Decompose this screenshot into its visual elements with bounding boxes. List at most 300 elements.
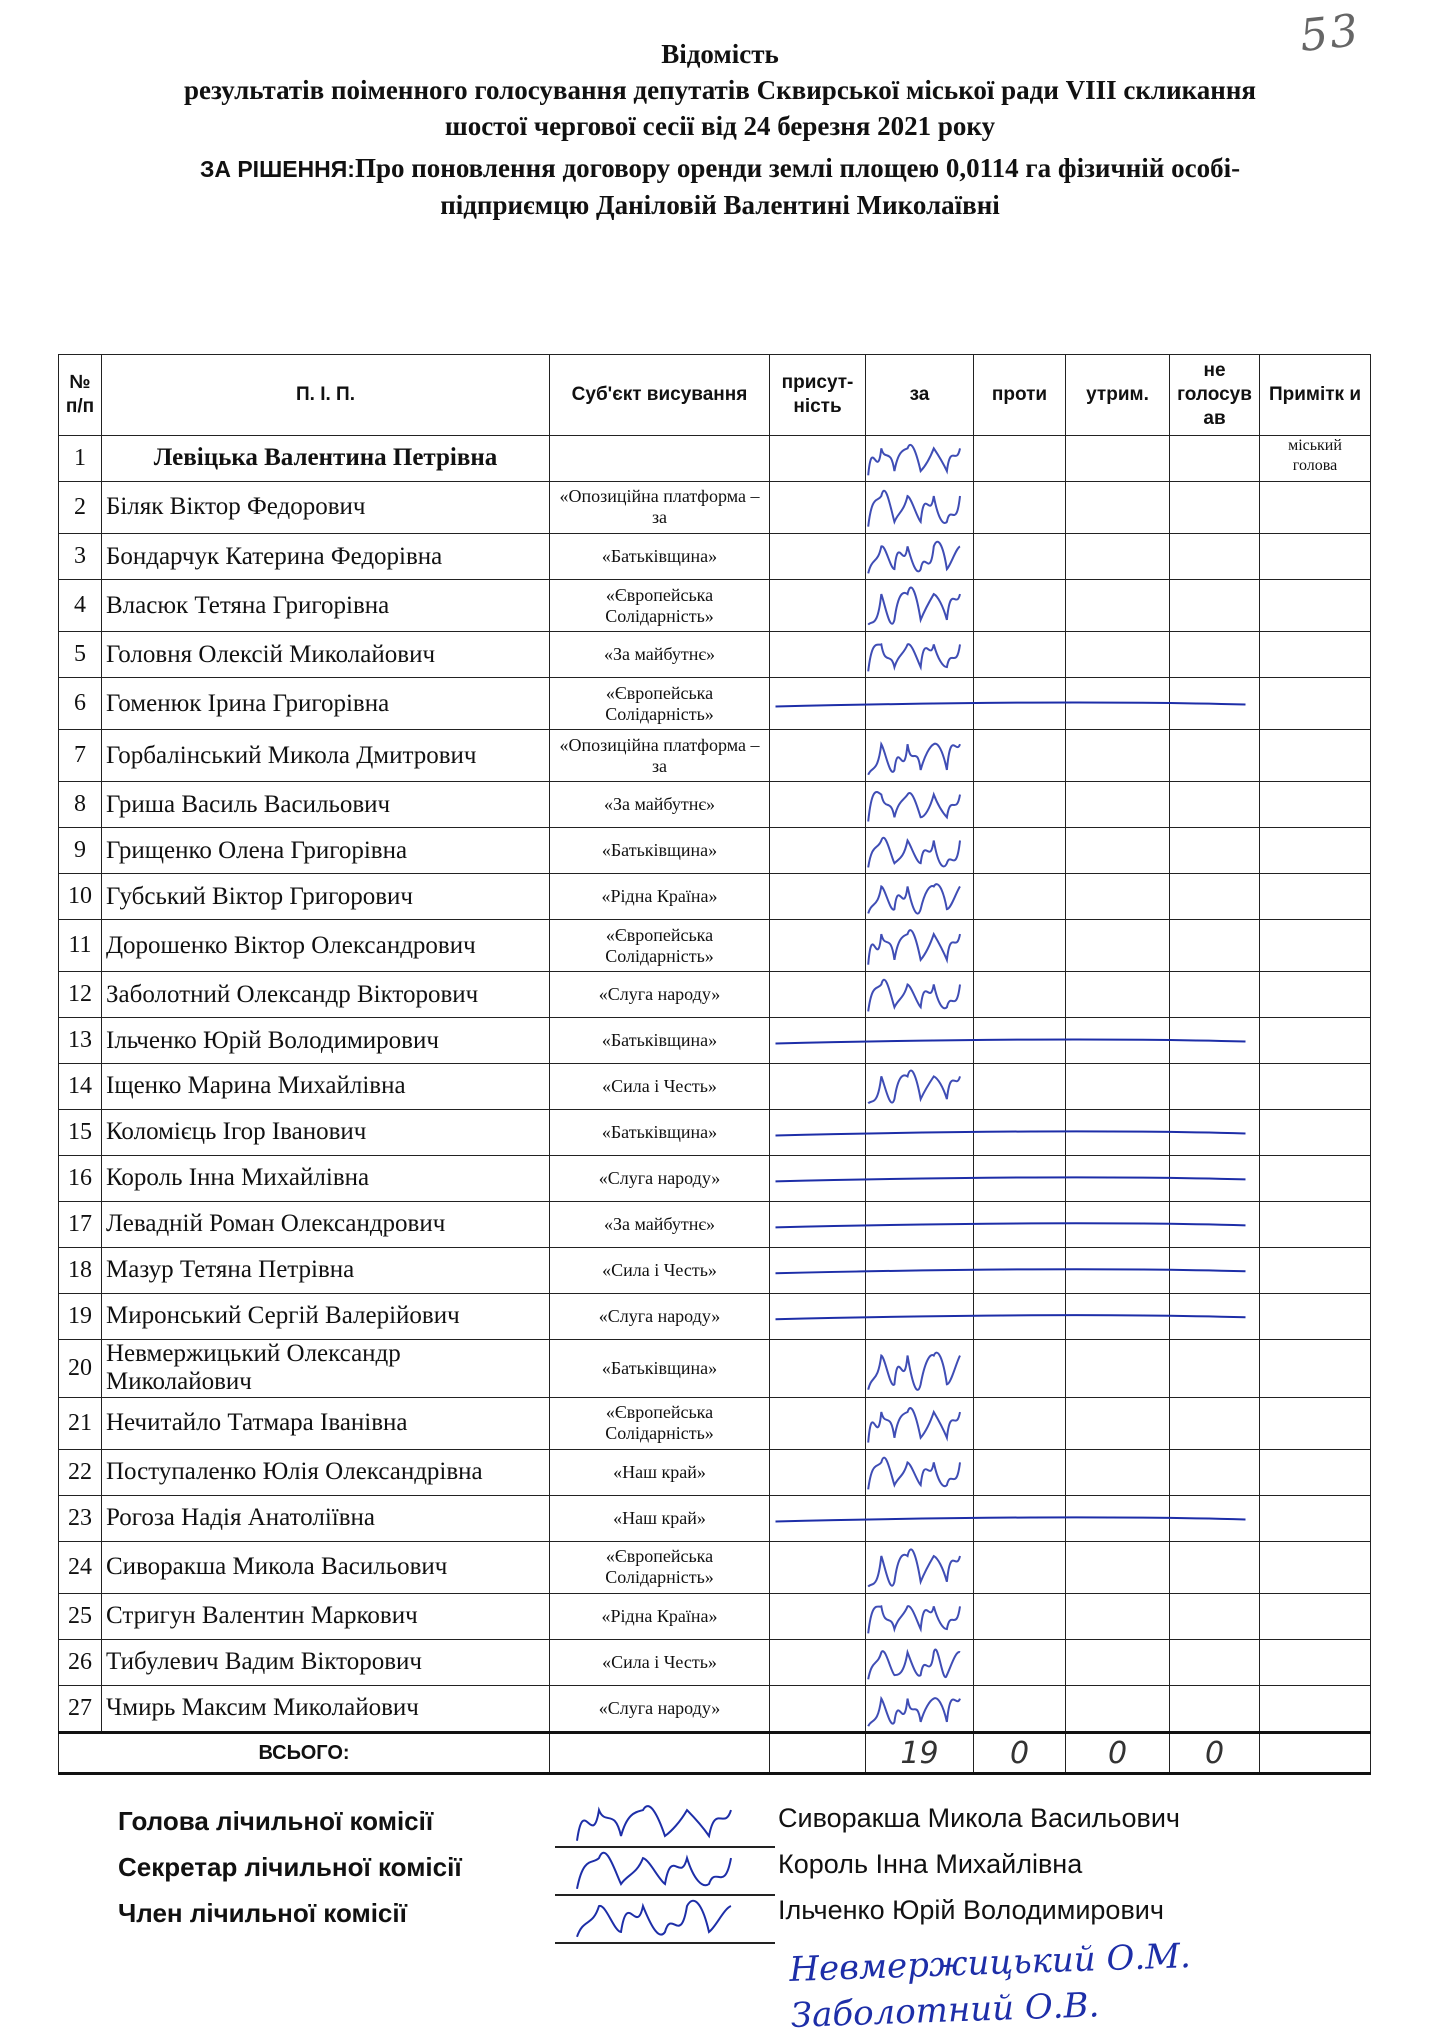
row-num: 24 [59,1541,102,1593]
vote-for-cell [866,1018,974,1064]
signature-line [555,1848,775,1896]
not-voted-cell [1170,828,1260,874]
col-header-present: присут-ність [770,355,866,436]
present-cell [770,481,866,533]
not-voted-cell [1170,782,1260,828]
table-row [59,874,1371,920]
vote-for-cell [866,1293,974,1339]
row-num: 15 [59,1109,102,1155]
row-num: 27 [59,1685,102,1732]
vote-against-cell [974,920,1066,972]
vote-against-cell [974,678,1066,730]
not-voted-cell [1170,1594,1260,1640]
present-cell [770,1155,866,1201]
table-row [59,579,1371,631]
row-num: 14 [59,1064,102,1110]
total-against: 0 [974,1733,1066,1774]
handwritten-name-2: Заболотний О.В. [790,1985,1100,2036]
deputy-name: Коломієць Ігор Іванович [102,1109,550,1155]
row-num: 2 [59,481,102,533]
present-cell [770,1594,866,1640]
note-cell [1260,678,1371,730]
party-cell: «Наш край» [550,1450,770,1496]
voting-table [58,354,1371,1775]
vote-abstain-cell [1066,678,1170,730]
total-note-cell [1260,1733,1371,1774]
party-cell: «Батьківщина» [550,828,770,874]
present-cell [770,1450,866,1496]
row-num: 9 [59,828,102,874]
table-row [59,1450,1371,1496]
table-row [59,1018,1371,1064]
vote-for-cell [866,828,974,874]
party-cell: «Батьківщина» [550,1109,770,1155]
handwritten-page-number: 53 [1297,5,1363,62]
present-cell [770,579,866,631]
vote-against-cell [974,481,1066,533]
row-num: 23 [59,1495,102,1541]
party-cell: «Слуга народу» [550,1293,770,1339]
row-num: 4 [59,579,102,631]
not-voted-cell [1170,1450,1260,1496]
vote-abstain-cell [1066,1247,1170,1293]
deputy-name: Миронський Сергій Валерійович [102,1293,550,1339]
vote-against-cell [974,436,1066,482]
vote-for-cell [866,1247,974,1293]
total-row [59,1733,1371,1774]
party-cell: «Європейська Солідарність» [550,920,770,972]
party-cell: «Батьківщина» [550,534,770,580]
present-cell [770,972,866,1018]
vote-for-cell [866,1109,974,1155]
vote-abstain-cell [1066,1064,1170,1110]
row-num: 7 [59,730,102,782]
not-voted-cell [1170,972,1260,1018]
deputy-name: Король Інна Михайлівна [102,1155,550,1201]
table-row [59,782,1371,828]
commission-signature-lines [555,1800,775,1944]
vote-abstain-cell [1066,1541,1170,1593]
not-voted-cell [1170,1018,1260,1064]
vote-abstain-cell [1066,1109,1170,1155]
not-voted-cell [1170,1639,1260,1685]
party-cell: «Європейська Солідарність» [550,579,770,631]
handwritten-names [789,1933,1194,2039]
party-cell: «Наш край» [550,1495,770,1541]
vote-against-cell [974,1018,1066,1064]
vote-abstain-cell [1066,972,1170,1018]
table-row [59,1594,1371,1640]
vote-abstain-cell [1066,1450,1170,1496]
row-num: 5 [59,632,102,678]
vote-abstain-cell [1066,1293,1170,1339]
row-num: 13 [59,1018,102,1064]
col-header-num: № п/п [59,355,102,436]
party-cell: «За майбутнє» [550,782,770,828]
document-title: Відомість [661,39,779,69]
deputy-name: Левадній Роман Олександрович [102,1201,550,1247]
vote-abstain-cell [1066,1594,1170,1640]
row-num: 25 [59,1594,102,1640]
present-cell [770,828,866,874]
vote-abstain-cell [1066,874,1170,920]
not-voted-cell [1170,1247,1260,1293]
row-num: 11 [59,920,102,972]
deputy-name: Гоменюк Ірина Григорівна [102,678,550,730]
party-cell: «Європейська Солідарність» [550,678,770,730]
present-cell [770,1685,866,1732]
deputy-name: Тибулевич Вадим Вікторович [102,1639,550,1685]
deputy-name: Бондарчук Катерина Федорівна [102,534,550,580]
row-num: 26 [59,1639,102,1685]
vote-against-cell [974,1064,1066,1110]
note-cell [1260,481,1371,533]
vote-against-cell [974,1109,1066,1155]
commission-secretary-label: Секретар лічильної комісії [118,1852,462,1882]
present-cell [770,1495,866,1541]
table-row [59,1541,1371,1593]
not-voted-cell [1170,1155,1260,1201]
vote-abstain-cell [1066,1201,1170,1247]
party-cell: «Європейська Солідарність» [550,1397,770,1449]
vote-abstain-cell [1066,481,1170,533]
vote-for-cell [866,1201,974,1247]
not-voted-cell [1170,920,1260,972]
vote-against-cell [974,972,1066,1018]
table-row [59,534,1371,580]
col-header-not-voted: не голосув ав [1170,355,1260,436]
vote-against-cell [974,1450,1066,1496]
vote-abstain-cell [1066,534,1170,580]
table-row [59,1397,1371,1449]
row-num: 17 [59,1201,102,1247]
table-row [59,481,1371,533]
not-voted-cell [1170,1685,1260,1732]
table-row [59,1293,1371,1339]
note-cell [1260,1247,1371,1293]
vote-abstain-cell [1066,1018,1170,1064]
deputy-name: Дорошенко Віктор Олександрович [102,920,550,972]
note-cell [1260,1685,1371,1732]
table-row [59,1064,1371,1110]
vote-for-cell [866,1064,974,1110]
vote-abstain-cell [1066,1397,1170,1449]
note-cell [1260,1109,1371,1155]
vote-abstain-cell [1066,632,1170,678]
not-voted-cell [1170,1541,1260,1593]
not-voted-cell [1170,1109,1260,1155]
vote-against-cell [974,730,1066,782]
deputy-name: Сиворакша Микола Васильович [102,1541,550,1593]
row-num: 1 [59,436,102,482]
not-voted-cell [1170,632,1260,678]
present-cell [770,1018,866,1064]
note-cell [1260,1155,1371,1201]
signature-line [555,1800,775,1848]
vote-for-cell [866,920,974,972]
present-cell [770,1293,866,1339]
note-cell [1260,1495,1371,1541]
deputy-name: Власюк Тетяна Григорівна [102,579,550,631]
party-cell: «Рідна Країна» [550,1594,770,1640]
col-header-name: П. І. П. [102,355,550,436]
table-row [59,920,1371,972]
deputy-name: Заболотний Олександр Вікторович [102,972,550,1018]
note-cell [1260,1594,1371,1640]
vote-against-cell [974,1685,1066,1732]
party-cell [550,436,770,482]
commission-secretary-name: Король Інна Михайлівна [778,1849,1083,1879]
vote-against-cell [974,579,1066,631]
table-row [59,1109,1371,1155]
commission-names [778,1795,1180,1933]
present-cell [770,1339,866,1397]
deputy-name: Біляк Віктор Федорович [102,481,550,533]
vote-abstain-cell [1066,1155,1170,1201]
vote-abstain-cell [1066,1685,1170,1732]
not-voted-cell [1170,1397,1260,1449]
vote-abstain-cell [1066,579,1170,631]
table-row [59,1155,1371,1201]
not-voted-cell [1170,1064,1260,1110]
row-num: 6 [59,678,102,730]
commission-chair-label: Голова лічильної комісії [118,1806,434,1836]
note-cell [1260,1450,1371,1496]
vote-for-cell [866,1685,974,1732]
note-cell [1260,972,1371,1018]
present-cell [770,1541,866,1593]
vote-for-cell [866,534,974,580]
party-cell: «Слуга народу» [550,1155,770,1201]
deputy-name: Головня Олексій Миколайович [102,632,550,678]
total-label: ВСЬОГО: [59,1733,550,1774]
deputy-name: Іщенко Марина Михайлівна [102,1064,550,1110]
not-voted-cell [1170,481,1260,533]
note-cell [1260,1339,1371,1397]
note-cell [1260,874,1371,920]
note-cell [1260,828,1371,874]
vote-against-cell [974,828,1066,874]
party-cell: «За майбутнє» [550,632,770,678]
table-row [59,1639,1371,1685]
vote-for-cell [866,782,974,828]
row-num: 3 [59,534,102,580]
table-row [59,730,1371,782]
vote-for-cell [866,481,974,533]
deputy-name: Ільченко Юрій Володимирович [102,1018,550,1064]
total-present-cell [770,1733,866,1774]
table-row [59,1201,1371,1247]
vote-for-cell [866,730,974,782]
vote-against-cell [974,1247,1066,1293]
deputy-name: Гриша Василь Васильович [102,782,550,828]
party-cell: «Сила і Честь» [550,1064,770,1110]
party-cell: «Опозиційна платформа – за [550,730,770,782]
note-cell [1260,1541,1371,1593]
decision-text-2: підприємцю Даніловій Валентині Миколаївні [440,190,1000,220]
present-cell [770,782,866,828]
row-num: 8 [59,782,102,828]
note-cell [1260,1293,1371,1339]
vote-against-cell [974,1594,1066,1640]
vote-abstain-cell [1066,436,1170,482]
table-row [59,1339,1371,1397]
vote-abstain-cell [1066,782,1170,828]
vote-for-cell [866,1450,974,1496]
party-cell: «Батьківщина» [550,1018,770,1064]
vote-for-cell [866,1397,974,1449]
not-voted-cell [1170,874,1260,920]
vote-against-cell [974,632,1066,678]
deputy-name: Левіцька Валентина Петрівна [102,436,550,482]
vote-against-cell [974,782,1066,828]
present-cell [770,920,866,972]
vote-abstain-cell [1066,1639,1170,1685]
document-subtitle-1: результатів поіменного голосування депутатів Сквирської міської ради VIII скликання [183,75,1257,105]
col-header-note: Примітк и [1260,355,1371,436]
commission-member-name: Ільченко Юрій Володимирович [778,1895,1164,1925]
present-cell [770,1109,866,1155]
vote-against-cell [974,534,1066,580]
deputy-name: Рогоза Надія Анатоліївна [102,1495,550,1541]
deputy-name: Нечитайло Татмара Іванівна [102,1397,550,1449]
deputy-name: Мазур Тетяна Петрівна [102,1247,550,1293]
vote-against-cell [974,1397,1066,1449]
table-row [59,1495,1371,1541]
row-num: 20 [59,1339,102,1397]
commission-chair-name: Сиворакша Микола Васильович [778,1803,1180,1833]
document-subtitle-2: шостої чергової сесії від 24 березня 2021 року [444,111,996,141]
vote-for-cell [866,579,974,631]
not-voted-cell [1170,534,1260,580]
deputy-name: Невмержицький Олександр Миколайович [102,1339,550,1397]
decision-label: ЗА РІШЕННЯ: [199,156,355,182]
vote-for-cell [866,1339,974,1397]
present-cell [770,1397,866,1449]
vote-for-cell [866,436,974,482]
vote-against-cell [974,1339,1066,1397]
decision-line [40,150,1400,187]
row-num: 21 [59,1397,102,1449]
table-header-row [59,355,1371,436]
deputy-name: Поступаленко Юлія Олександрівна [102,1450,550,1496]
commission-member-label: Член лічильної комісії [118,1898,407,1928]
note-cell [1260,920,1371,972]
present-cell [770,1247,866,1293]
deputy-name: Губський Віктор Григорович [102,874,550,920]
counting-commission [118,1798,462,1936]
party-cell: «Слуга народу» [550,972,770,1018]
row-num: 12 [59,972,102,1018]
present-cell [770,632,866,678]
not-voted-cell [1170,1495,1260,1541]
table-row [59,972,1371,1018]
party-cell: «Опозиційна платформа – за [550,481,770,533]
total-abstain: 0 [1066,1733,1170,1774]
present-cell [770,730,866,782]
row-num: 10 [59,874,102,920]
row-num: 22 [59,1450,102,1496]
note-cell: міський голова [1260,436,1371,482]
vote-abstain-cell [1066,730,1170,782]
party-cell: «Сила і Честь» [550,1247,770,1293]
document-header [40,36,1400,223]
handwritten-name-1: Невмержицький О.М. [788,1936,1192,1991]
row-num: 18 [59,1247,102,1293]
deputy-name: Чмирь Максим Миколайович [102,1685,550,1732]
not-voted-cell [1170,1339,1260,1397]
present-cell [770,1064,866,1110]
present-cell [770,678,866,730]
note-cell [1260,1201,1371,1247]
vote-for-cell [866,1594,974,1640]
vote-for-cell [866,1541,974,1593]
vote-for-cell [866,1639,974,1685]
table-row [59,1685,1371,1732]
table-row [59,828,1371,874]
present-cell [770,534,866,580]
party-cell: «За майбутнє» [550,1201,770,1247]
table-row [59,436,1371,482]
deputy-name: Грищенко Олена Григорівна [102,828,550,874]
present-cell [770,874,866,920]
note-cell [1260,1018,1371,1064]
vote-abstain-cell [1066,1339,1170,1397]
note-cell [1260,1639,1371,1685]
not-voted-cell [1170,1201,1260,1247]
signature-line [555,1896,775,1944]
note-cell [1260,782,1371,828]
present-cell [770,1639,866,1685]
party-cell: «Слуга народу» [550,1685,770,1732]
vote-against-cell [974,1639,1066,1685]
vote-abstain-cell [1066,1495,1170,1541]
total-party-cell [550,1733,770,1774]
note-cell [1260,730,1371,782]
table-row [59,678,1371,730]
table-row [59,1247,1371,1293]
present-cell [770,436,866,482]
note-cell [1260,632,1371,678]
note-cell [1260,1064,1371,1110]
col-header-party: Суб'єкт висування [550,355,770,436]
vote-for-cell [866,1155,974,1201]
vote-against-cell [974,1541,1066,1593]
party-cell: «Рідна Країна» [550,874,770,920]
row-num: 16 [59,1155,102,1201]
not-voted-cell [1170,436,1260,482]
total-for: 19 [866,1733,974,1774]
col-header-for: за [866,355,974,436]
note-cell [1260,579,1371,631]
vote-abstain-cell [1066,920,1170,972]
total-not-voted: 0 [1170,1733,1260,1774]
present-cell [770,1201,866,1247]
table-row [59,632,1371,678]
note-cell [1260,1397,1371,1449]
vote-against-cell [974,1155,1066,1201]
vote-for-cell [866,678,974,730]
deputy-name: Горбалінський Микола Дмитрович [102,730,550,782]
col-header-abstain: утрим. [1066,355,1170,436]
not-voted-cell [1170,579,1260,631]
party-cell: «Європейська Солідарність» [550,1541,770,1593]
deputy-name: Стригун Валентин Маркович [102,1594,550,1640]
col-header-against: проти [974,355,1066,436]
not-voted-cell [1170,678,1260,730]
vote-against-cell [974,1293,1066,1339]
not-voted-cell [1170,1293,1260,1339]
